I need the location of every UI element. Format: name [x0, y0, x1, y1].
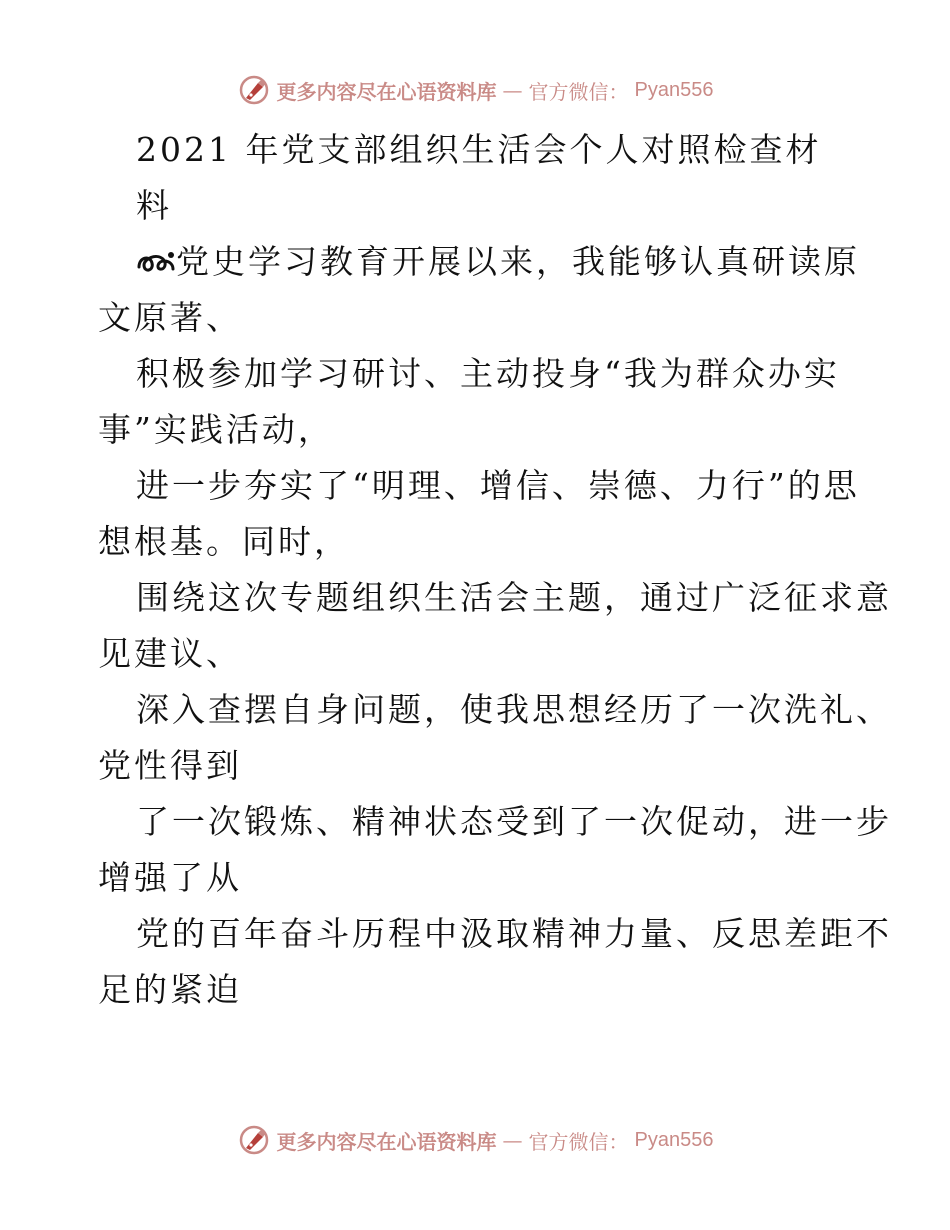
paragraph-line: 足的紧迫 [98, 970, 242, 1009]
paragraph-line: 文原著、 [98, 298, 242, 337]
paragraph-line: 见建议、 [98, 634, 242, 673]
paragraph-line: 深入查摆自身问题，使我思想经历了一次洗礼、 [136, 690, 892, 729]
paragraph-line: 围绕这次专题组织生活会主题，通过广泛征求意 [136, 578, 892, 617]
footer-watermark [0, 1122, 950, 1158]
document-title-line-1: 2021 年党支部组织生活会个人对照检查材 [136, 130, 822, 169]
paragraph-line: 事”实践活动， [98, 410, 334, 449]
watermark-main-text: 更多内容尽在心语资料库 [276, 79, 497, 104]
watermark-wechat-id: Pyan556 [634, 1128, 714, 1151]
paragraph-line: 增强了从 [98, 858, 242, 897]
flourish-ornament-icon [136, 247, 176, 277]
document-title-line-2: 料 [136, 186, 172, 225]
paragraph-line: 了一次锻炼、精神状态受到了一次促动，进一步 [136, 802, 892, 841]
pen-nib-logo-icon [237, 1123, 271, 1157]
watermark-dash: — [502, 78, 523, 102]
watermark-wechat-label: 官方微信： [528, 1129, 629, 1154]
paragraph-line: 党的百年奋斗历程中汲取精神力量、反思差距不 [136, 914, 892, 953]
paragraph-text: 党史学习教育开展以来，我能够认真研读原 [176, 242, 860, 281]
header-watermark [0, 72, 950, 108]
watermark-wechat-id: Pyan556 [634, 78, 714, 101]
pen-nib-logo-icon [237, 73, 271, 107]
watermark-dash: — [502, 1128, 523, 1152]
watermark-main-text: 更多内容尽在心语资料库 [276, 1129, 497, 1154]
paragraph-line [98, 234, 858, 290]
watermark-wechat-label: 官方微信： [528, 79, 629, 104]
paragraph-line: 进一步夯实了“明理、增信、崇德、力行”的思 [136, 466, 860, 505]
paragraph-line: 党性得到 [98, 746, 242, 785]
paragraph-line: 积极参加学习研讨、主动投身“我为群众办实 [136, 354, 840, 393]
paragraph-line: 想根基。同时， [98, 522, 350, 561]
document-body [98, 122, 892, 1018]
